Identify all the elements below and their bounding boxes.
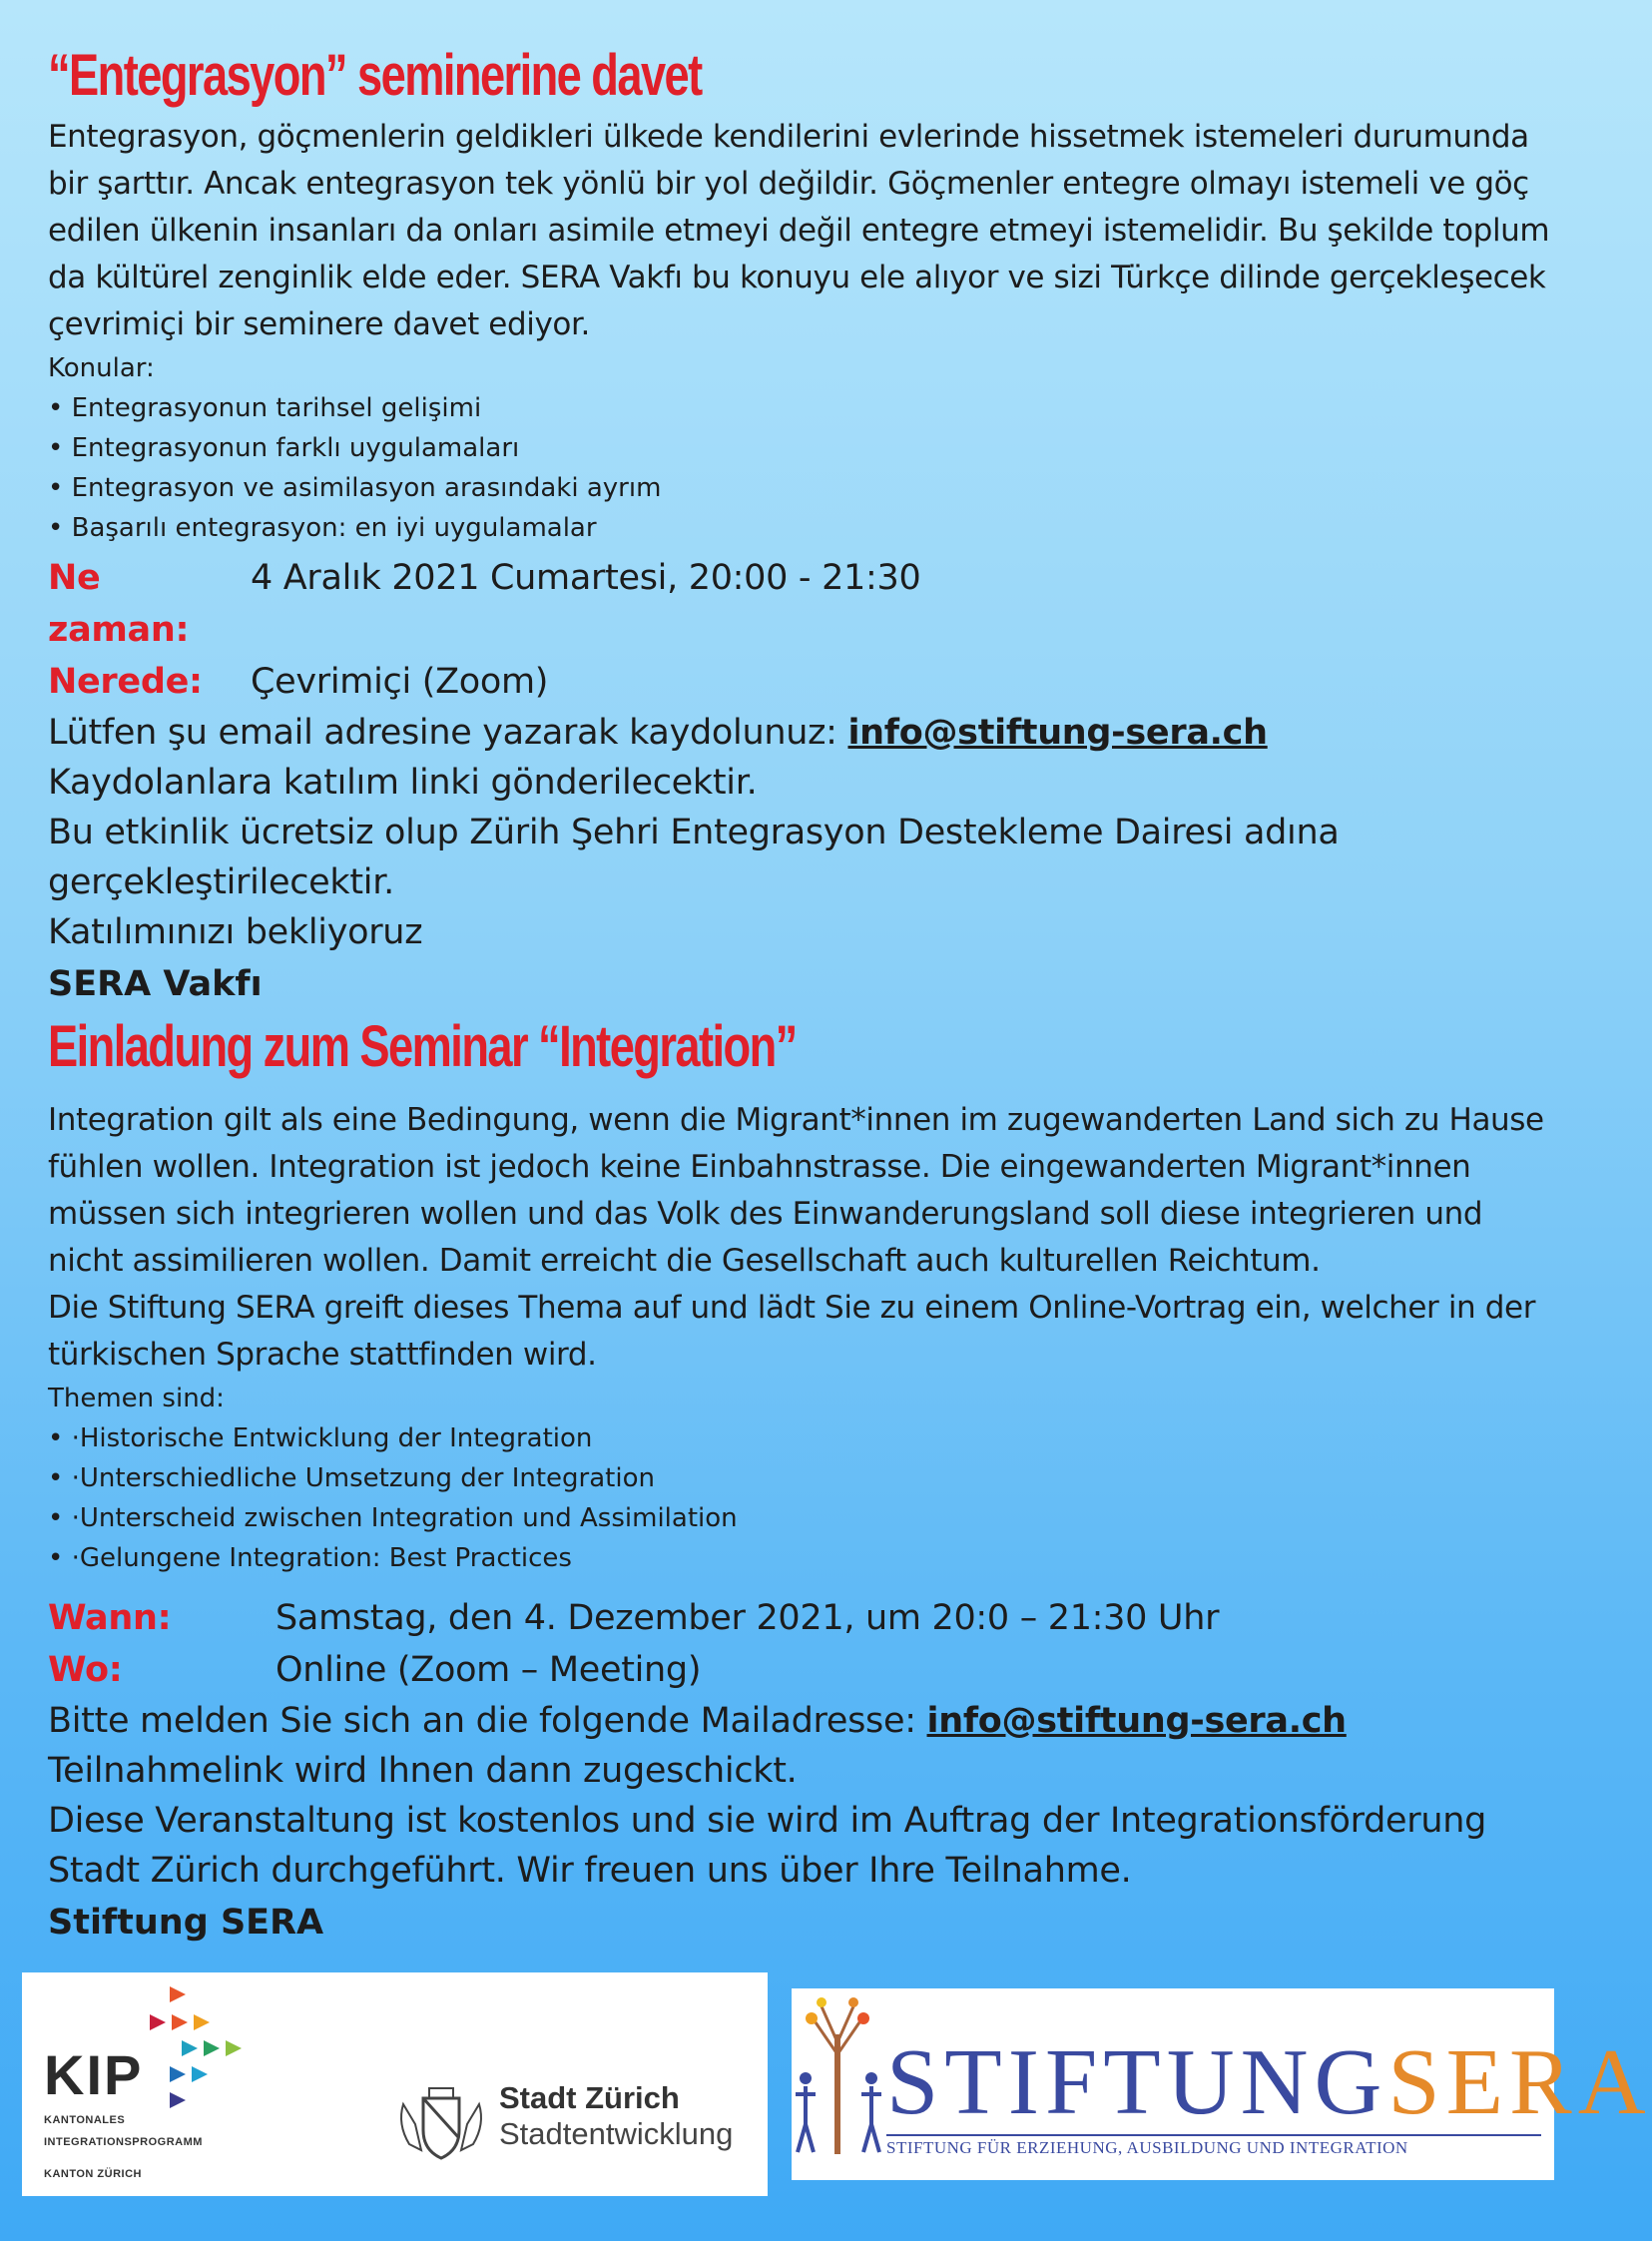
zurich-coat-of-arms-icon [393, 2084, 489, 2164]
turkish-topics-label: Konular: [48, 353, 155, 383]
turkish-free-note: Bu etkinlik ücretsiz olup Zürih Şehri Entegrasyon Destekleme Dairesi adına gerçekleştirilecektir. [48, 813, 1340, 902]
flyer [48, 40, 1565, 1950]
email-link[interactable]: info@stiftung-sera.ch [926, 1701, 1347, 1741]
stiftung-sera-logo [792, 1988, 1652, 2180]
topic-item: • ·Unterscheid zwischen Integration und Assimilation [48, 1503, 738, 1533]
sera-subtitle: STIFTUNG FÜR ERZIEHUNG, AUSBILDUNG UND INTEGRATION [886, 2138, 1408, 2157]
topic-item: • ·Historische Entwicklung der Integration [48, 1423, 593, 1453]
topic-item: • Entegrasyon ve asimilasyon arasındaki ayrım [48, 473, 662, 503]
where-label: Nerede: [48, 662, 203, 702]
topic-item: • Başarılı entegrasyon: en iyi uygulamalar [48, 513, 597, 543]
german-register [48, 1696, 1565, 1746]
sera-tree-people-icon [792, 1994, 887, 2174]
german-when-row [48, 1592, 1565, 1644]
when-label: Wann: [48, 1598, 172, 1638]
turkish-when-row [48, 552, 1565, 656]
topic-item: • Entegrasyonun tarihsel gelişimi [48, 393, 482, 423]
german-topics-list [48, 1418, 1565, 1578]
kip-line3: KANTON ZÜRICH [44, 2168, 142, 2180]
turkish-register [48, 708, 1565, 758]
topic-item: • ·Gelungene Integration: Best Practices [48, 1543, 572, 1573]
turkish-link-note: Kaydolanlara katılım linki gönderilecektir. [48, 763, 758, 803]
register-text: Bitte melden Sie sich an die folgende Mailadresse: [48, 1701, 916, 1741]
register-text: Lütfen şu email adresine yazarak kaydolunuz: [48, 713, 837, 753]
sera-wordmark [886, 2032, 1652, 2132]
german-topics-label: Themen sind: [48, 1384, 225, 1413]
turkish-topics-list [48, 388, 1565, 548]
german-link-note: Teilnahmelink wird Ihnen dann zugeschickt. [48, 1751, 798, 1791]
german-signature: Stiftung SERA [48, 1903, 324, 1943]
when-label: Ne zaman: [48, 558, 190, 650]
kip-logo-text: KIP [44, 2043, 144, 2106]
turkish-intro: Entegrasyon, göçmenlerin geldikleri ülkede kendilerini evlerinde hissetmek istemeleri durumunda bir şarttır. Ancak entegrasyon tek yönlü bir yol değildir. Göçmenler entegre olmayı istemeli ve göç edilen ülkenin insanları da onları asimile etmeyi değil entegre etmeyi istemelidir. Bu şekilde toplum da kültürel zenginlik elde eder. SERA Vakfı bu konuyu ele alıyor ve sizi Türkçe dilinde gerçekleşecek çevrimiçi bir seminere davet ediyor. [48, 119, 1550, 342]
german-free-note: Diese Veranstaltung ist kostenlos und sie wird im Auftrag der Integrationsförderung Stadt Zürich durchgeführt. Wir freuen uns über Ihre Teilnahme. [48, 1801, 1487, 1891]
kip-line1: KANTONALES [44, 2114, 126, 2126]
turkish-where-row [48, 656, 1565, 708]
where-value: Online (Zoom – Meeting) [275, 1650, 702, 1690]
zurich-sub: Stadtentwicklung [499, 2116, 734, 2151]
sponsor-logos-left [22, 1972, 768, 2196]
sera-divider [886, 2134, 1541, 2136]
when-value: Samstag, den 4. Dezember 2021, um 20:0 – 21:30 Uhr [275, 1598, 1220, 1638]
topic-item: • Entegrasyonun farklı uygulamaları [48, 433, 520, 463]
when-value: 4 Aralık 2021 Cumartesi, 20:00 - 21:30 [251, 558, 921, 598]
where-value: Çevrimiçi (Zoom) [251, 662, 549, 702]
german-intro: Integration gilt als eine Bedingung, wenn die Migrant*innen im zugewanderten Land sich zu Hause fühlen wollen. Integration ist jedoch keine Einbahnstrasse. Die eingewanderten Migrant*innen müssen sich integrieren wollen und das Volk des Einwanderungsland soll diese integrieren und nicht assimilieren wollen. Damit erreicht die Gesellschaft auch kulturellen Reichtum. [48, 1102, 1544, 1279]
german-title: Einladung zum Seminar “Integration” [48, 1014, 797, 1079]
turkish-title: “Entegrasyon” seminerine davet [48, 43, 702, 108]
german-intro-2: Die Stiftung SERA greift dieses Thema auf und lädt Sie zu einem Online-Vortrag ein, welcher in der türkischen Sprache stattfinden wird. [48, 1290, 1536, 1373]
sera-part2: SERA [1387, 2030, 1652, 2134]
turkish-signature: SERA Vakfı [48, 964, 263, 1004]
kip-line2: INTEGRATIONSPROGRAMM [44, 2136, 203, 2148]
german-where-row [48, 1644, 1565, 1696]
sera-part1: STIFTUNG [886, 2030, 1388, 2134]
where-label: Wo: [48, 1650, 123, 1690]
topic-item: • ·Unterschiedliche Umsetzung der Integration [48, 1463, 655, 1493]
zurich-name: Stadt Zürich [499, 2080, 680, 2115]
email-link[interactable]: info@stiftung-sera.ch [847, 713, 1268, 753]
turkish-closing: Katılımınızı bekliyoruz [48, 912, 423, 952]
